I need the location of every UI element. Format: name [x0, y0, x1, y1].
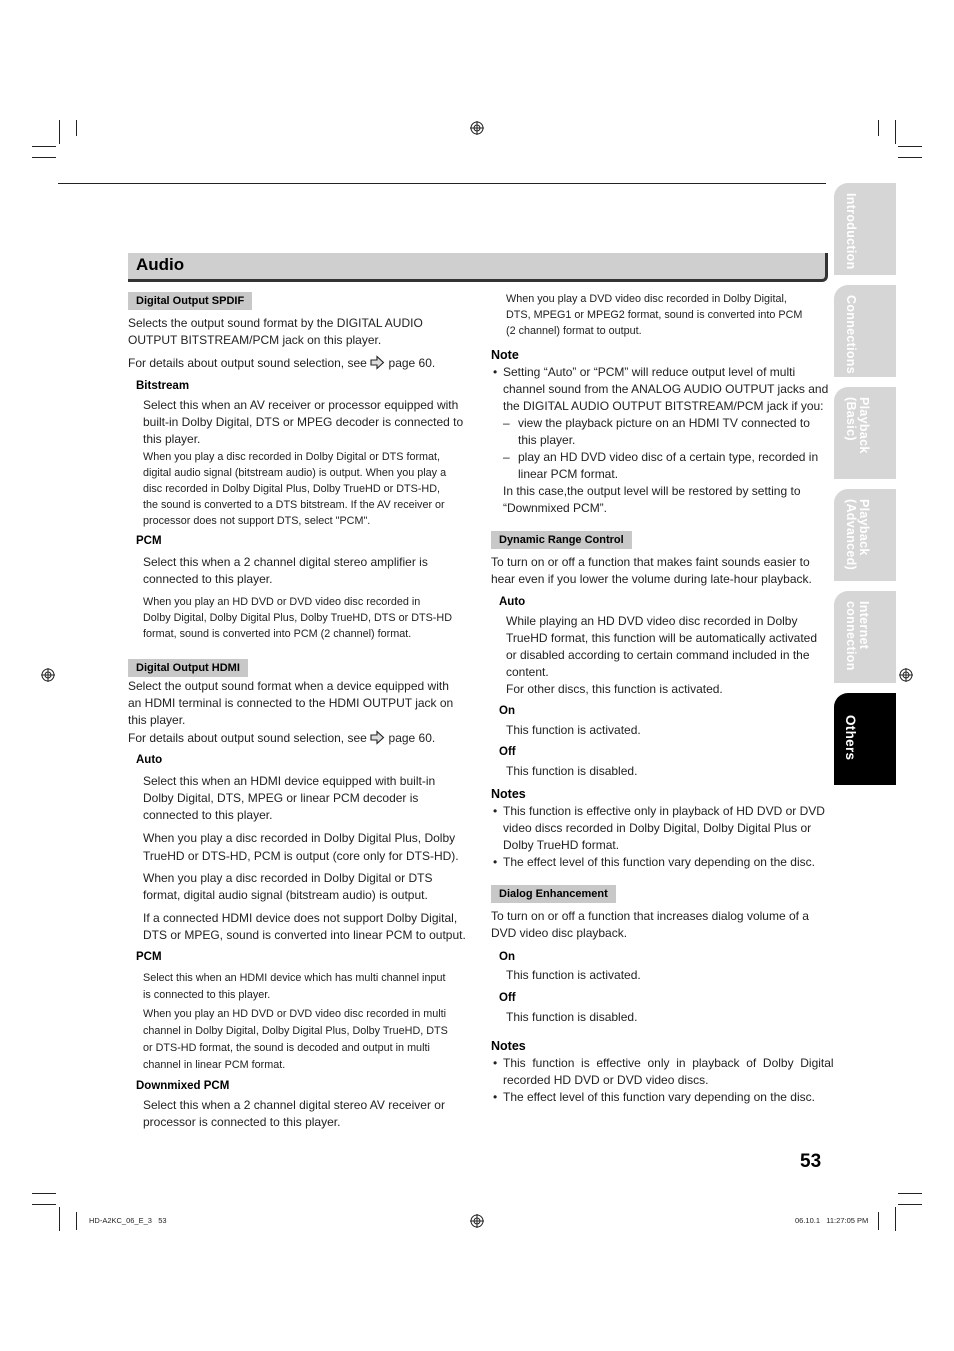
registration-mark-icon	[41, 668, 55, 682]
text-line: This function is effective only in playback of HD DVD or DVD	[503, 804, 825, 818]
text-line: This function is activated.	[506, 968, 641, 982]
text-line: When you play a disc recorded in Dolby Digital or DTS	[143, 871, 433, 885]
page-reference	[128, 730, 435, 747]
option-heading-pcm: PCM	[136, 951, 162, 963]
text-line: channel sound from the ANALOG AUDIO OUTPUT jacks and	[503, 382, 829, 396]
text-line: digital audio signal (bitstream audio) is output. When you play a	[143, 467, 447, 479]
text-line: Select this when a 2 channel digital stereo AV receiver or	[143, 1098, 445, 1112]
bullet: •	[493, 1056, 498, 1070]
text-line: DTS or MPEG, sound is converted into linear PCM to output.	[143, 928, 466, 942]
reference-page: page 60.	[388, 356, 436, 370]
tab-internet-connection[interactable]	[834, 591, 896, 683]
text-line: this player.	[128, 713, 186, 727]
text-line: processor is connected to this player.	[143, 1115, 341, 1129]
text-line: disc recorded in Dolby Digital Plus, Dolby TrueHD or DTS-HD,	[143, 483, 441, 495]
crop-mark	[32, 1204, 56, 1205]
text-line: channel in linear PCM format.	[143, 1059, 286, 1071]
option-heading-off: Off	[499, 992, 516, 1004]
text-line: video discs recorded in Dolby Digital, Dolby Digital Plus or	[503, 821, 812, 835]
crop-mark	[59, 120, 60, 144]
tab-connections[interactable]	[834, 285, 896, 377]
text-line: To turn on or off a function that increases dialog volume of a	[491, 909, 809, 923]
crop-mark	[76, 120, 77, 136]
text-line: (2 channel) format to output.	[506, 325, 642, 337]
bullet: •	[493, 855, 498, 869]
tab-label: Internet connection	[844, 601, 871, 671]
reference-text: For details about output sound selection, see	[128, 356, 367, 370]
text-line: connected to this player.	[143, 572, 273, 586]
text-line: Setting “Auto” or “PCM” will reduce output level of multi	[503, 365, 796, 379]
text-line: Dolby Digital, Dolby Digital Plus, Dolby TrueHD, DTS or DTS-HD	[143, 612, 452, 624]
text-line: recorded HD DVD or DVD video discs.	[503, 1073, 709, 1087]
tab-playback-advanced[interactable]	[834, 489, 896, 581]
text-line: If a connected HDMI device does not support Dolby Digital,	[143, 911, 458, 925]
option-heading-off: Off	[499, 746, 516, 758]
text-line: content.	[506, 665, 549, 679]
text-line: While playing an HD DVD video disc recorded in Dolby	[506, 614, 798, 628]
tab-label: Others	[843, 715, 858, 761]
section-title: Audio	[136, 255, 185, 274]
top-rule	[58, 183, 826, 184]
label-dialog-enhancement: Dialog Enhancement	[491, 885, 616, 903]
registration-mark-icon	[899, 668, 913, 682]
text-line: this player.	[143, 432, 201, 446]
text-line: This function is disabled.	[506, 764, 638, 778]
text-line: processor does not support DTS, select "PCM".	[143, 515, 371, 527]
notes-heading: Notes	[491, 787, 526, 801]
text-line: When you play an HD DVD or DVD video disc recorded in multi	[143, 1008, 447, 1020]
crop-mark	[878, 1212, 879, 1230]
tab-label: Connections	[844, 295, 858, 374]
crop-mark	[59, 1207, 60, 1231]
text-line: or DTS-HD format, the sound is decoded and output in multi	[143, 1042, 430, 1054]
reference-text: For details about output sound selection, see	[128, 731, 367, 745]
arrow-right-icon	[370, 355, 385, 370]
text-line: The effect level of this function vary depending on the disc.	[503, 1090, 815, 1104]
crop-mark	[898, 1193, 922, 1194]
text-line: For other discs, this function is activated.	[506, 682, 723, 696]
text-line: The effect level of this function vary depending on the disc.	[503, 855, 815, 869]
label-digital-output-spdif: Digital Output SPDIF	[128, 292, 252, 310]
notes-heading: Notes	[491, 1039, 526, 1053]
crop-mark	[32, 1193, 56, 1194]
label-digital-output-hdmi: Digital Output HDMI	[128, 659, 248, 677]
text-line: When you play an HD DVD or DVD video disc recorded in	[143, 596, 421, 608]
text-line: Dolby Digital, DTS, MPEG or linear PCM decoder is	[143, 791, 419, 805]
paragraph: Selects the output sound format by the DIGITAL AUDIO	[128, 316, 423, 330]
crop-mark	[32, 146, 56, 147]
label-dynamic-range-control: Dynamic Range Control	[491, 531, 632, 549]
reference-page: page 60.	[388, 731, 436, 745]
option-heading-bitstream: Bitstream	[136, 380, 190, 392]
text-line: format, sound is converted into PCM (2 channel) format.	[143, 628, 412, 640]
bullet: •	[493, 365, 498, 379]
text-line: This function is activated.	[506, 723, 641, 737]
registration-mark-icon	[470, 121, 484, 135]
text-line: Select this when an HDMI device which has multi channel input	[143, 972, 446, 984]
text-line: TrueHD format, this function will be automatically activated	[506, 631, 818, 645]
option-heading-auto: Auto	[499, 596, 526, 608]
section-header	[128, 253, 828, 282]
dash: –	[503, 416, 510, 430]
option-heading-downmixed-pcm: Downmixed PCM	[136, 1080, 230, 1092]
paragraph: OUTPUT BITSTREAM/PCM jack on this player.	[128, 333, 382, 347]
crop-mark	[898, 1204, 922, 1205]
tab-label: Introduction	[844, 193, 858, 270]
text-line: format, digital audio signal (bitstream audio) is output.	[143, 888, 428, 902]
text-line: channel in Dolby Digital, Dolby Digital Plus, Dolby TrueHD, DTS	[143, 1025, 448, 1037]
text-line: play an HD DVD video disc of a certain type, recorded in	[518, 450, 819, 464]
text-line: the sound is converted to a DTS bitstream. If the AV receiver or	[143, 499, 445, 511]
page-number: 53	[800, 1151, 822, 1172]
text-line: When you play a DVD video disc recorded in Dolby Digital,	[506, 293, 787, 305]
text-line: In this case,the output level will be restored by setting to	[503, 484, 801, 498]
text-line: connected to this player.	[143, 808, 273, 822]
crop-mark	[32, 157, 56, 158]
arrow-right-icon	[370, 730, 385, 745]
crop-mark	[878, 120, 879, 136]
crop-mark	[895, 120, 896, 144]
page-reference	[128, 355, 435, 372]
option-heading-auto: Auto	[136, 754, 163, 766]
option-heading-on: On	[499, 951, 515, 963]
crop-mark	[895, 1207, 896, 1231]
text-line: This function is disabled.	[506, 1010, 638, 1024]
text-line: This function is effective only in playback of Dolby Digital	[503, 1056, 834, 1070]
text-line: Select the output sound format when a device equipped with	[128, 679, 449, 693]
text-line: this player.	[518, 433, 576, 447]
crop-mark	[76, 1212, 77, 1230]
text-line: view the playback picture on an HDMI TV connected to	[518, 416, 810, 430]
crop-mark	[898, 146, 922, 147]
text-line: When you play a disc recorded in Dolby Digital or DTS format,	[143, 451, 441, 463]
tab-label: Playback (Basic)	[844, 397, 871, 454]
text-line: TrueHD or DTS-HD, PCM is output (core only for DTS-HD).	[143, 849, 459, 863]
text-line: is connected to this player.	[143, 989, 271, 1001]
text-line: hear even if you lower the volume during late-hour playback.	[491, 572, 812, 586]
text-line: Select this when an AV receiver or processor equipped with	[143, 398, 459, 412]
text-line: Select this when an HDMI device equipped with built-in	[143, 774, 436, 788]
tab-introduction[interactable]	[834, 183, 896, 275]
text-line: When you play a disc recorded in Dolby Digital Plus, Dolby	[143, 831, 456, 845]
option-heading-pcm: PCM	[136, 535, 162, 547]
text-line: built-in Dolby Digital, DTS or MPEG decoder is connected to	[143, 415, 464, 429]
crop-mark	[898, 157, 922, 158]
tab-label: Playback (Advanced)	[844, 499, 871, 571]
text-line: the DIGITAL AUDIO OUTPUT BITSTREAM/PCM jack if you:	[503, 399, 824, 413]
text-line: DTS, MPEG1 or MPEG2 format, sound is converted into PCM	[506, 309, 803, 321]
text-line: “Downmixed PCM”.	[503, 501, 608, 515]
text-line: an HDMI terminal is connected to the HDMI OUTPUT jack on	[128, 696, 454, 710]
text-line: To turn on or off a function that makes faint sounds easier to	[491, 555, 810, 569]
footer-timestamp: 06.10.1 11:27:05 PM	[795, 1216, 869, 1225]
note-heading: Note	[491, 348, 519, 362]
option-heading-on: On	[499, 705, 515, 717]
text-line: Select this when a 2 channel digital stereo amplifier is	[143, 555, 428, 569]
text-line: or disabled according to certain command included in the	[506, 648, 810, 662]
registration-mark-icon	[470, 1214, 484, 1228]
tab-playback-basic[interactable]	[834, 387, 896, 479]
bullet: •	[493, 1090, 498, 1104]
bullet: •	[493, 804, 498, 818]
footer-file-info: HD-A2KC_06_E_3 53	[89, 1216, 167, 1225]
text-line: DVD video disc playback.	[491, 926, 628, 940]
text-line: Dolby TrueHD format.	[503, 838, 620, 852]
dash: –	[503, 450, 510, 464]
text-line: linear PCM format.	[518, 467, 619, 481]
tab-others[interactable]	[834, 693, 896, 785]
